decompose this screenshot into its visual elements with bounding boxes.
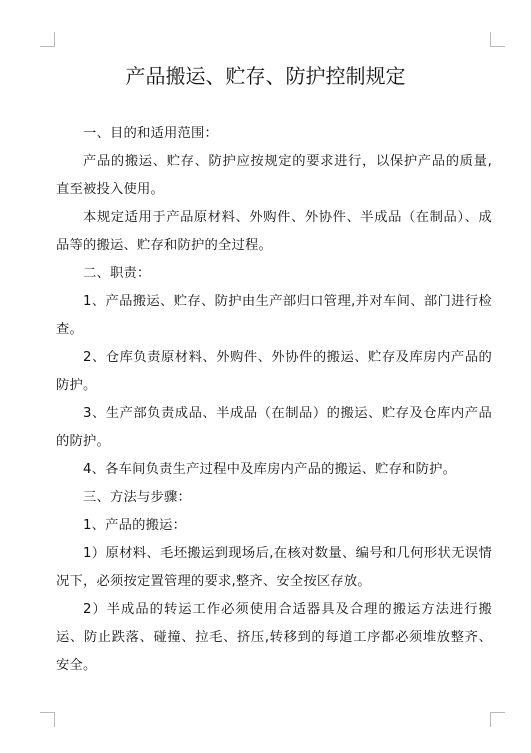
paragraph: 产品的搬运、贮存、防护应按规定的要求进行，以保护产品的质量,直至被投入使用。 bbox=[56, 154, 492, 197]
list-item: 2）半成品的转运工作必须使用合适器具及合理的搬运方法进行搬运、防止跌落、碰撞、拉毛、挤压,转移到的每道工序都必须堆放整齐、安全。 bbox=[56, 602, 492, 673]
document-body bbox=[56, 120, 492, 680]
section-heading-responsibilities: 二、职责： bbox=[83, 266, 151, 281]
subsection-heading: 1、产品的搬运： bbox=[83, 518, 187, 533]
list-item: 3、生产部负责成品、半成品（在制品）的搬运、贮存及仓库内产品的防护。 bbox=[56, 406, 492, 449]
crop-mark-top-left bbox=[40, 32, 55, 47]
crop-mark-bottom-right bbox=[490, 712, 505, 727]
crop-mark-top-right bbox=[490, 32, 505, 47]
list-item: 2、仓库负责原材料、外购件、外协件的搬运、贮存及库房内产品的防护。 bbox=[56, 350, 492, 393]
crop-mark-bottom-left bbox=[40, 712, 55, 727]
paragraph: 本规定适用于产品原材料、外购件、外协件、半成品（在制品）、成品等的搬运、贮存和防护的全过程。 bbox=[56, 210, 492, 253]
section-heading-methods: 三、方法与步骤： bbox=[83, 490, 191, 505]
section-heading-purpose: 一、目的和适用范围： bbox=[83, 126, 218, 141]
list-item: 1）原材料、毛坯搬运到现场后,在核对数量、编号和几何形状无误情况下，必须按定置管理的要求,整齐、安全按区存放。 bbox=[56, 546, 492, 589]
list-item: 1、产品搬运、贮存、防护由生产部归口管理,并对车间、部门进行检查。 bbox=[56, 294, 492, 337]
document-title: 产品搬运、贮存、防护控制规定 bbox=[125, 64, 406, 88]
list-item: 4、各车间负责生产过程中及库房内产品的搬运、贮存和防护。 bbox=[83, 462, 457, 477]
